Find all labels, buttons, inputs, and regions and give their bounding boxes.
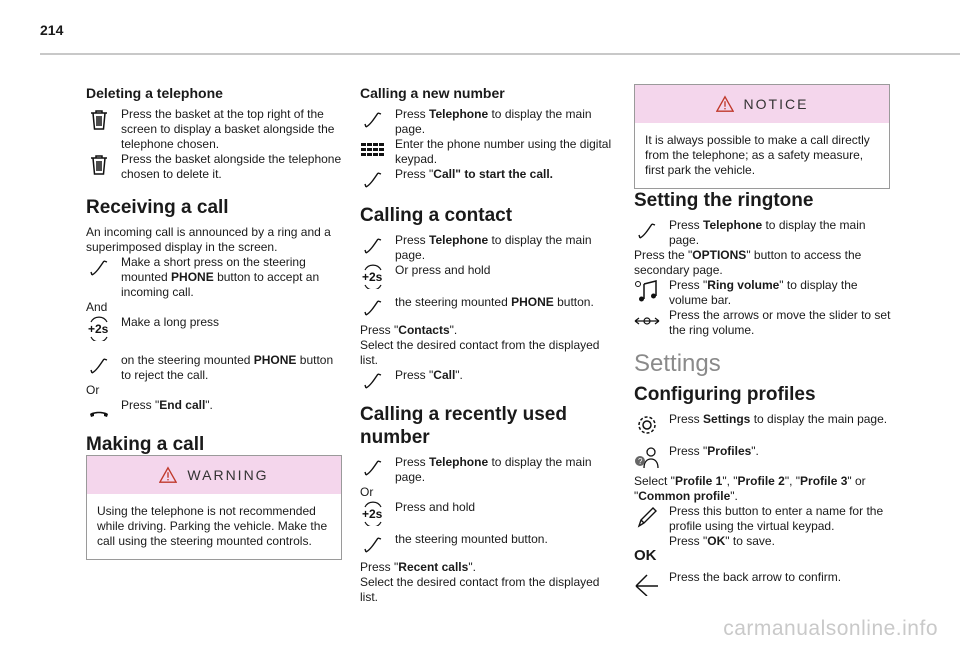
column-2 (360, 86, 618, 605)
rec-step-4-b: End call (159, 398, 206, 412)
prof-step-1-c: to display the main page. (750, 412, 888, 426)
long-press-2s-icon (360, 263, 386, 289)
column-1 (86, 86, 344, 462)
recent-step-1 (360, 455, 618, 485)
prof-p1-c: ", " (722, 474, 738, 488)
rec-intro: An incoming call is announced by a ring and a superimposed display in the screen. (86, 225, 331, 254)
back-arrow-icon (634, 570, 660, 596)
music-note-icon (634, 278, 660, 304)
ring-p1-a: Press the " (634, 248, 693, 262)
ring-step-1-b: Telephone (703, 218, 763, 232)
prof-p1-f: Profile 3 (800, 474, 848, 488)
ring-step-1 (634, 218, 892, 248)
phone-icon (86, 255, 112, 281)
con-step-2 (360, 263, 618, 291)
settings-title: Settings (634, 350, 721, 377)
con-p1-a: Press " (360, 323, 399, 337)
con-step-1 (360, 233, 618, 263)
prof-step-4 (634, 534, 892, 564)
new-step-3 (360, 167, 618, 182)
making-title: Making a call (86, 434, 205, 455)
receiving-title: Receiving a call (86, 197, 229, 218)
column-3 (634, 189, 892, 585)
hang-up-icon (86, 398, 112, 424)
del-step-1-text: Press the basket at the top right of the screen to display a basket alongside the telephone chosen. (121, 107, 335, 151)
notice-header (635, 85, 889, 123)
page-number: 214 (40, 22, 64, 38)
header-divider (40, 53, 960, 55)
recent-step-1-b: Telephone (429, 455, 489, 469)
con-p1 (360, 323, 618, 338)
notice-icon (716, 95, 734, 113)
recent-p1-a: Press " (360, 560, 399, 574)
new-number-title: Calling a new number (360, 85, 505, 101)
con-p1-c: ". (449, 323, 458, 337)
ring-step-2 (634, 278, 892, 308)
con-step-4-a: Press " (395, 368, 434, 382)
con-step-1-a: Press (395, 233, 430, 247)
new-step-3-b: Call" to start the call. (433, 167, 553, 181)
svg-text:+2s: +2s (362, 507, 383, 521)
warning-header (87, 456, 341, 494)
ring-p1-b: OPTIONS (692, 248, 747, 262)
del-step-2 (86, 152, 344, 182)
warning-label: WARNING (187, 467, 269, 483)
prof-p1-i: ". (730, 489, 738, 503)
recent-step-3 (360, 532, 618, 556)
con-step-2-text: Or press and hold (395, 263, 491, 277)
new-step-1 (360, 107, 618, 137)
warning-text: Using the telephone is not recommended while driving. Parking the vehicle. Make the call using the steering mounted controls. (97, 504, 328, 548)
prof-p1-g: " or " (634, 474, 866, 503)
prof-step-4-b: OK (707, 534, 726, 548)
prof-step-2-a: Press " (669, 444, 708, 458)
deleting-title: Deleting a telephone (86, 85, 223, 101)
rec-step-4 (86, 398, 344, 413)
prof-step-2 (634, 444, 892, 472)
ring-step-1-c: to display the main page. (669, 218, 866, 247)
prof-step-1 (634, 412, 892, 440)
new-step-1-c: to display the main page. (395, 107, 592, 136)
prof-p1 (634, 474, 892, 504)
watermark: carmanualsonline.info (723, 617, 938, 640)
con-p2: Select the desired contact from the displayed list. (360, 338, 600, 367)
prof-p1-e: ", " (784, 474, 801, 488)
prof-p1-h: Common profile (638, 489, 731, 503)
con-step-4-c: ". (455, 368, 463, 382)
ring-p1 (634, 248, 892, 278)
phone-icon (86, 353, 112, 379)
rec-step-1 (86, 255, 344, 300)
phone-icon (360, 167, 386, 193)
svg-text:?: ? (638, 457, 643, 466)
ring-step-2-a: Press " (669, 278, 708, 292)
warning-box (86, 455, 342, 560)
rec-step-1-a: Make a short press on the steering mounted (121, 255, 306, 284)
recent-step-2 (360, 500, 618, 528)
new-step-1-a: Press (395, 107, 430, 121)
trash-icon (86, 152, 112, 178)
recent-or: Or (360, 485, 374, 499)
ringtone-title: Setting the ringtone (634, 190, 814, 211)
ring-step-2-b: Ring volume (707, 278, 780, 292)
rec-step-3-a: on the steering mounted (121, 353, 254, 367)
phone-icon (634, 218, 660, 244)
recent-p2: Select the desired contact from the displayed list. (360, 575, 600, 604)
del-step-1 (86, 107, 344, 152)
long-press-2s-icon (86, 315, 112, 341)
del-step-2-text: Press the basket alongside the telephone chosen to delete it. (121, 152, 342, 181)
recent-title: Calling a recently used number (360, 404, 567, 448)
ok-icon: OK (634, 547, 657, 564)
keypad-icon (360, 137, 386, 163)
recent-step-2-text: Press and hold (395, 500, 476, 514)
prof-p1-a: Select " (634, 474, 675, 488)
trash-icon (86, 107, 112, 133)
notice-box (634, 84, 890, 189)
prof-p1-d: Profile 2 (737, 474, 785, 488)
prof-step-1-b: Settings (703, 412, 751, 426)
rec-step-1-b: PHONE (171, 270, 214, 284)
svg-text:+2s: +2s (362, 270, 383, 284)
and-label: And (86, 300, 108, 314)
rec-step-4-a: Press " (121, 398, 160, 412)
slider-arrows-icon (634, 308, 660, 334)
prof-step-2-b: Profiles (707, 444, 752, 458)
new-step-3-a: Press " (395, 167, 434, 181)
phone-icon (360, 107, 386, 133)
phone-icon (360, 368, 386, 394)
profiles-title: Configuring profiles (634, 384, 816, 405)
ring-step-3 (634, 308, 892, 338)
phone-icon (360, 532, 386, 558)
rec-step-2 (86, 315, 344, 349)
recent-step-3-text: the steering mounted button. (395, 532, 548, 546)
phone-icon (360, 233, 386, 259)
con-step-4 (360, 368, 618, 383)
gear-icon (634, 412, 660, 438)
con-step-1-c: to display the main page. (395, 233, 592, 262)
prof-step-4-a: Press " (669, 534, 708, 548)
ring-p1-c: " button to access the secondary page. (634, 248, 862, 277)
con-step-1-b: Telephone (429, 233, 489, 247)
recent-step-1-c: to display the main page. (395, 455, 592, 484)
prof-step-3 (634, 504, 892, 534)
rec-step-3-c: button to reject the call. (121, 353, 334, 382)
prof-step-4-c: " to save. (725, 534, 775, 548)
new-step-1-b: Telephone (429, 107, 489, 121)
pencil-icon (634, 504, 660, 530)
long-press-2s-icon (360, 500, 386, 526)
new-step-2-text: Enter the phone number using the digital keypad. (395, 137, 612, 166)
recent-p1-b: Recent calls (398, 560, 469, 574)
prof-step-5 (634, 570, 892, 585)
prof-step-3-text: Press this button to enter a name for the profile using the virtual keypad. (669, 504, 884, 533)
recent-p1 (360, 560, 618, 575)
ring-step-3-text: Press the arrows or move the slider to set the ring volume. (669, 308, 891, 337)
con-step-4-b: Call (433, 368, 456, 382)
con-step-3-a: the steering mounted (395, 295, 512, 309)
con-step-3-b: PHONE (511, 295, 554, 309)
or-label: Or (86, 383, 100, 397)
svg-text:+2s: +2s (88, 322, 109, 336)
notice-label: NOTICE (743, 96, 809, 112)
phone-icon (360, 295, 386, 321)
prof-step-1-a: Press (669, 412, 704, 426)
rec-step-3 (86, 353, 344, 383)
prof-step-2-c: ". (751, 444, 759, 458)
prof-p1-b: Profile 1 (674, 474, 723, 488)
con-step-3-c: button. (553, 295, 594, 309)
rec-step-1-c: button to accept an incoming call. (121, 270, 320, 299)
contact-title: Calling a contact (360, 205, 513, 226)
recent-p1-c: ". (468, 560, 476, 574)
phone-icon (360, 455, 386, 481)
con-p1-b: Contacts (398, 323, 450, 337)
rec-step-2-text: Make a long press (121, 315, 220, 329)
new-step-2 (360, 137, 618, 167)
rec-step-3-b: PHONE (253, 353, 297, 367)
ring-step-1-a: Press (669, 218, 704, 232)
recent-step-1-a: Press (395, 455, 430, 469)
warning-icon (159, 466, 177, 484)
prof-step-5-text: Press the back arrow to confirm. (669, 570, 842, 584)
notice-text: It is always possible to make a call directly from the telephone; as a safety measure, first park the vehicle. (645, 133, 870, 177)
ring-step-2-c: " to display the volume bar. (669, 278, 858, 307)
rec-step-4-c: ". (205, 398, 213, 412)
profiles-icon (634, 444, 660, 470)
con-step-3 (360, 295, 618, 319)
